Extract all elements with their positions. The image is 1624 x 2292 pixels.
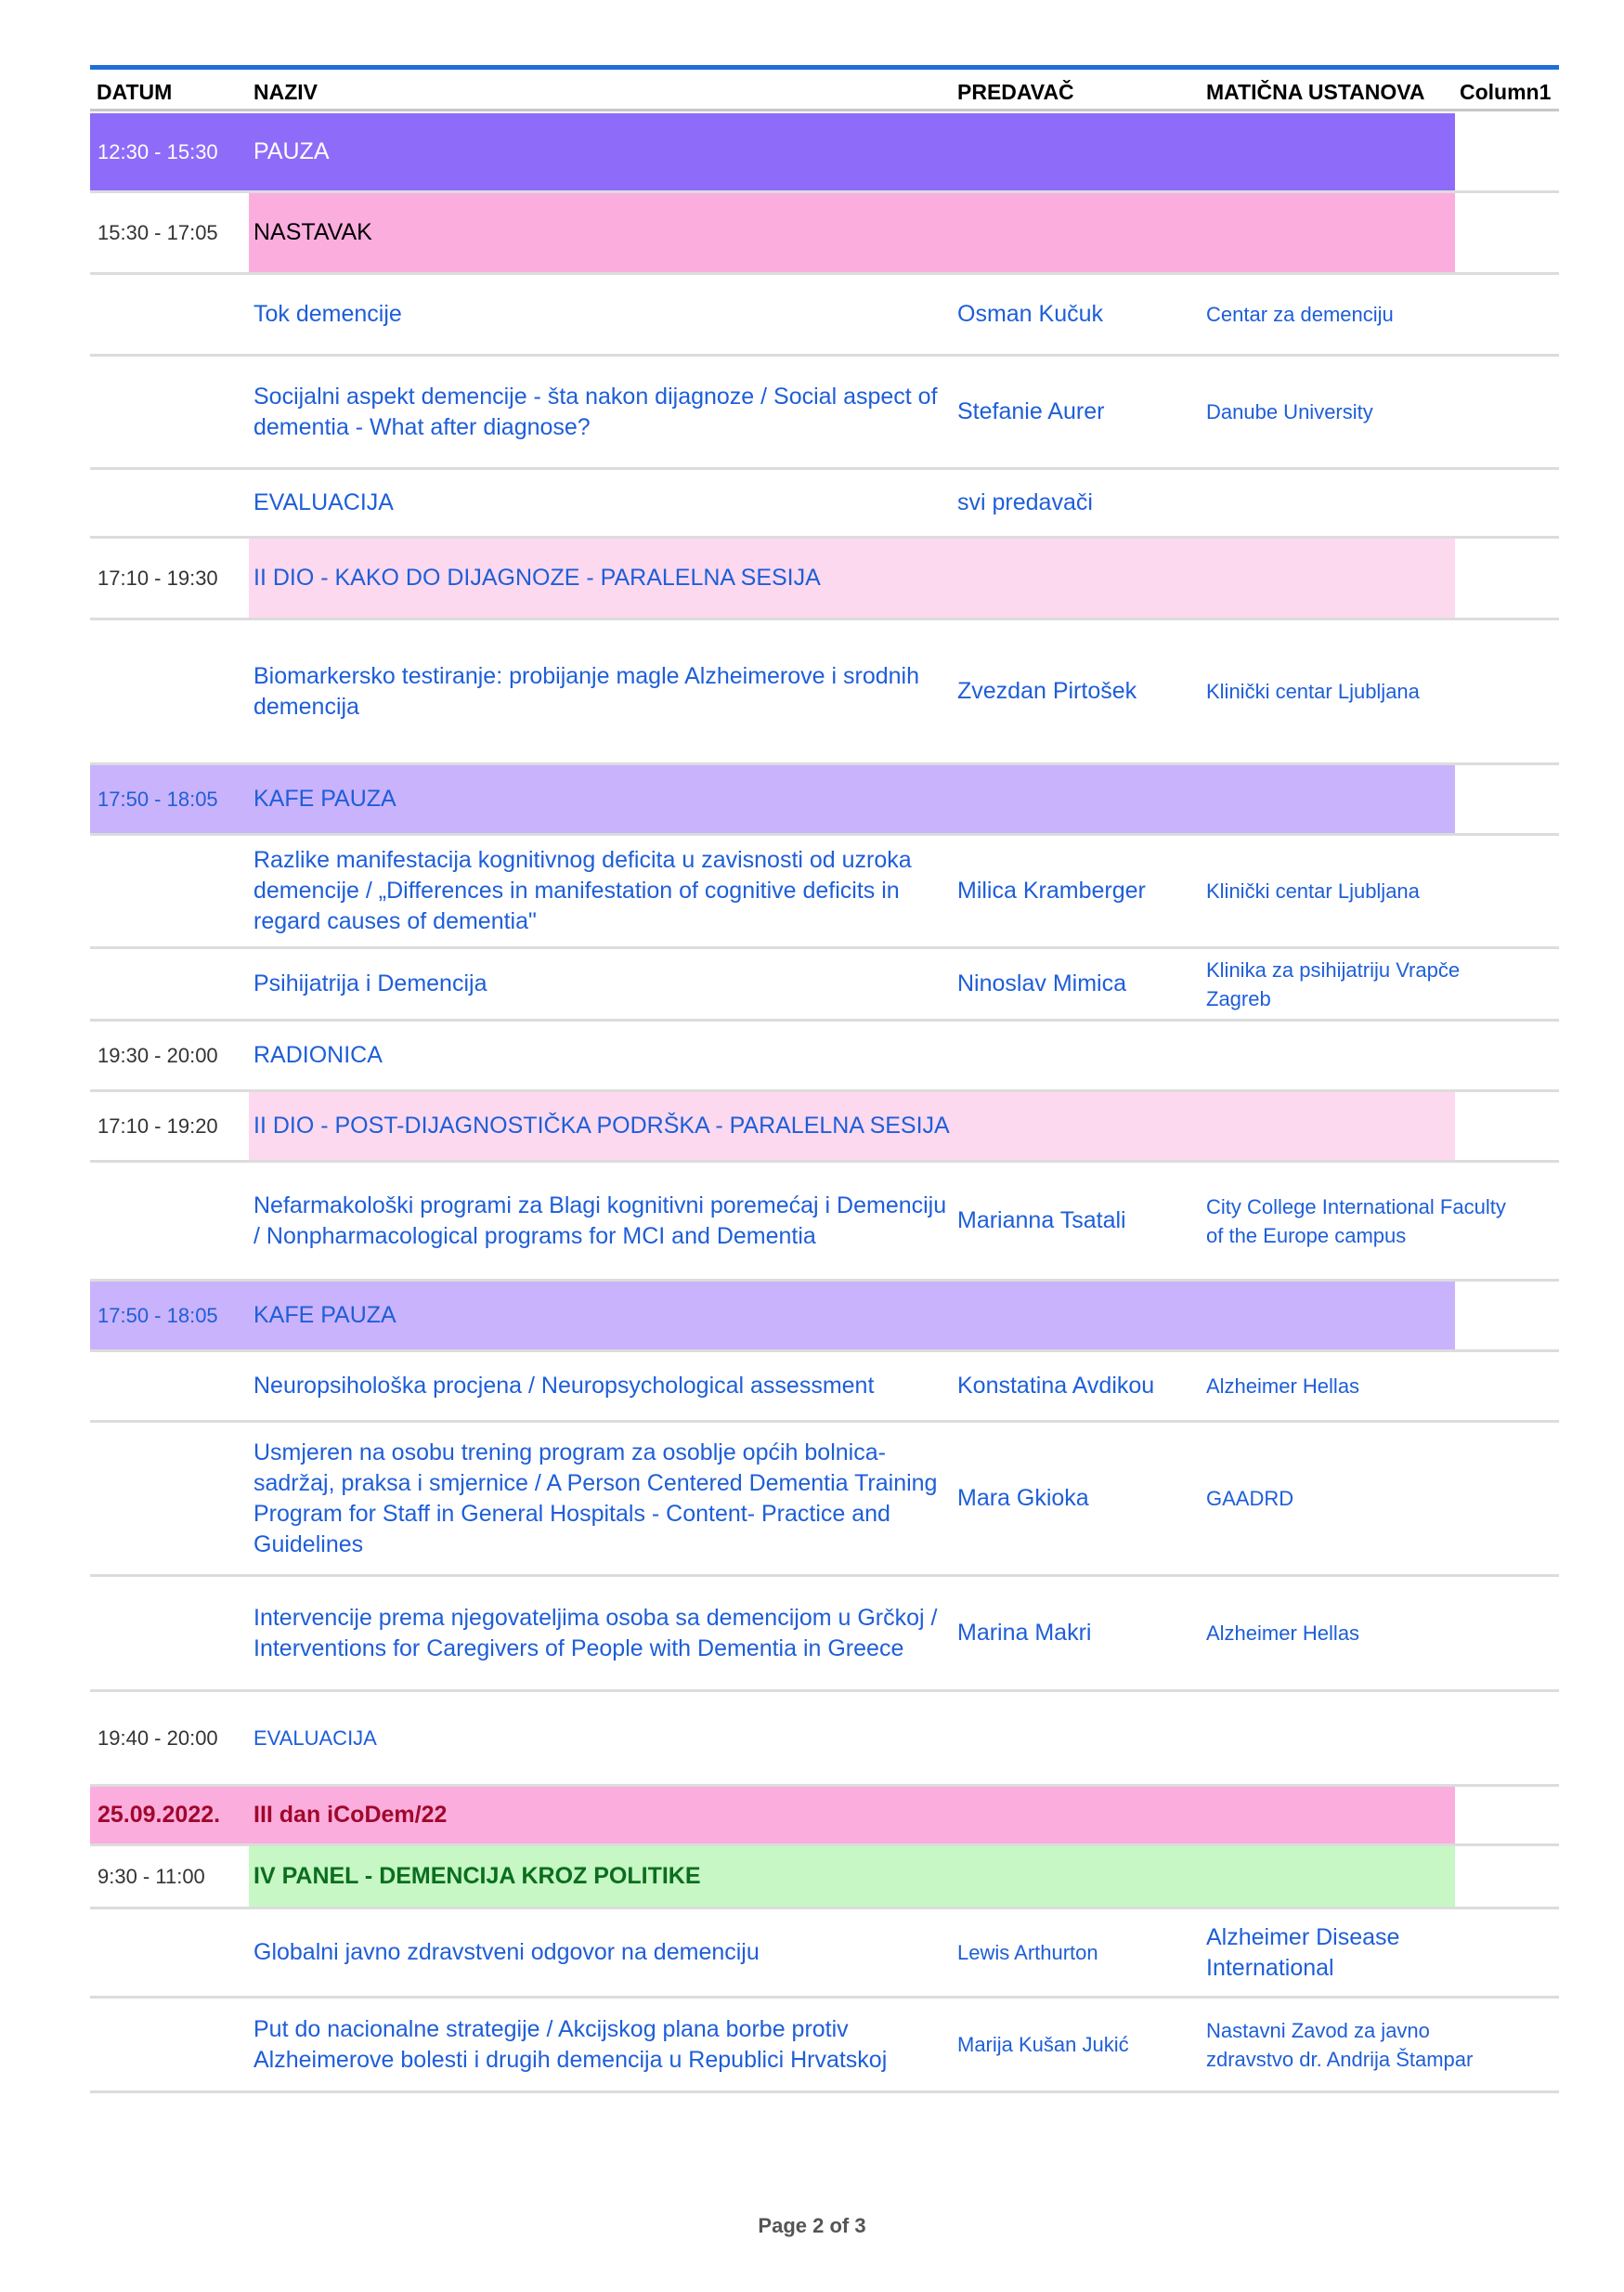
cell-maticna: Danube University [1206, 400, 1373, 423]
cell-naziv: EVALUACIJA [253, 489, 394, 515]
header-maticna-ustanova: MATIČNA USTANOVA [1206, 80, 1425, 104]
table-row [90, 1909, 1559, 1999]
cell-naziv: II DIO - POST-DIJAGNOSTIČKA PODRŠKA - PARALELNA SESIJA [253, 1113, 950, 1139]
table-row [90, 357, 1559, 470]
cell-naziv: Nefarmakološki programi za Blagi kognitivni poremećaj i Demenciju / Nonpharmacological programs for MCI and Dementia [253, 1192, 947, 1249]
table-row [90, 836, 1559, 949]
cell-predavac: svi predavači [957, 489, 1093, 515]
cell-naziv: EVALUACIJA [253, 1726, 377, 1750]
cell-maticna: Alzheimer Hellas [1206, 1621, 1360, 1645]
table-row [90, 193, 1559, 275]
cell-datum: 9:30 - 11:00 [97, 1864, 205, 1888]
cell-naziv: NASTAVAK [253, 219, 372, 245]
cell-predavac: Ninoslav Mimica [957, 970, 1126, 996]
table-row [90, 1282, 1559, 1352]
header-datum: DATUM [97, 80, 173, 104]
table-row [90, 1352, 1559, 1423]
cell-datum: 17:50 - 18:05 [97, 1303, 218, 1327]
cell-datum: 12:30 - 15:30 [97, 139, 218, 163]
cell-maticna: Klinika za psihijatriju Vrapče Zagreb [1206, 957, 1461, 1010]
cell-naziv: II DIO - KAKO DO DIJAGNOZE - PARALELNA SESIJA [253, 565, 821, 591]
cell-datum: 17:50 - 18:05 [97, 787, 218, 811]
cell-predavac: Zvezdan Pirtošek [957, 678, 1137, 704]
cell-datum: 25.09.2022. [97, 1802, 221, 1828]
cell-predavac: Lewis Arthurton [957, 1941, 1098, 1964]
cell-maticna: Klinički centar Ljubljana [1206, 680, 1420, 703]
cell-naziv: Tok demencije [253, 301, 402, 327]
cell-naziv: PAUZA [253, 138, 330, 164]
cell-predavac: Marija Kušan Jukić [957, 2033, 1129, 2056]
cell-naziv: RADIONICA [253, 1042, 383, 1068]
cell-maticna: Centar za demenciju [1206, 303, 1394, 326]
header-column1: Column1 [1460, 80, 1552, 104]
table-row [90, 949, 1559, 1022]
cell-maticna: Alzheimer Hellas [1206, 1374, 1360, 1398]
cell-naziv: Globalni javno zdravstveni odgovor na demenciju [253, 1939, 760, 1965]
cell-naziv: Usmjeren na osobu trening program za osoblje općih bolnica- sadržaj, praksa i smjernice / A Person Centered Dementia Training Program for Staff in General Hospitals - Content- Practice and Guidelines [253, 1439, 938, 1557]
table-row [90, 1787, 1559, 1846]
cell-maticna: Nastavni Zavod za javno zdravstvo dr. Andrija Štampar [1206, 2018, 1474, 2071]
cell-predavac: Konstatina Avdikou [957, 1373, 1155, 1399]
page-number: Page 2 of 3 [758, 2214, 866, 2237]
cell-predavac: Stefanie Aurer [957, 398, 1105, 424]
table-row [90, 113, 1559, 193]
cell-predavac: Marina Makri [957, 1620, 1092, 1646]
cell-naziv: Razlike manifestacija kognitivnog deficita u zavisnosti od uzroka demencije / „Differences in manifestation of cognitive deficits in regard causes of dementia" [253, 847, 912, 934]
cell-datum: 17:10 - 19:30 [97, 566, 218, 590]
table-row [90, 1092, 1559, 1163]
table-row [90, 1577, 1559, 1692]
cell-predavac: Milica Kramberger [957, 878, 1146, 904]
cell-maticna: Klinički centar Ljubljana [1206, 879, 1420, 903]
header-predavac: PREDAVAČ [957, 80, 1074, 104]
table-row [90, 1846, 1559, 1909]
cell-naziv: Neuropsihološka procjena / Neuropsychological assessment [253, 1373, 875, 1399]
cell-datum: 19:40 - 20:00 [97, 1726, 218, 1750]
table-row [90, 1999, 1559, 2093]
table-row [90, 275, 1559, 357]
cell-predavac: Mara Gkioka [957, 1485, 1089, 1511]
table-row [90, 1163, 1559, 1282]
cell-naziv: KAFE PAUZA [253, 786, 396, 812]
cell-maticna: Alzheimer Disease International [1206, 1923, 1400, 1981]
header-naziv: NAZIV [253, 80, 318, 104]
cell-maticna: GAADRD [1206, 1487, 1294, 1510]
cell-naziv: Intervencije prema njegovateljima osoba sa demencijom u Grčkoj / Interventions for Caregivers of People with Dementia in Greece [253, 1604, 938, 1661]
cell-naziv: Biomarkersko testiranje: probijanje magle Alzheimerove i srodnih demencija [253, 662, 920, 720]
table-row [90, 1692, 1559, 1787]
cell-naziv: III dan iCoDem/22 [253, 1802, 448, 1828]
table-row [90, 1022, 1559, 1092]
table-row [90, 1423, 1559, 1577]
cell-naziv: Socijalni aspekt demencije - šta nakon dijagnoze / Social aspect of dementia - What after diagnose? [253, 383, 938, 440]
cell-naziv: IV PANEL - DEMENCIJA KROZ POLITIKE [253, 1863, 701, 1889]
table-row [90, 470, 1559, 539]
table-row [90, 620, 1559, 765]
cell-naziv: Put do nacionalne strategije / Akcijskog plana borbe protiv Alzheimerove bolesti i drugih demencija u Republici Hrvatskoj [253, 2015, 888, 2073]
table-row [90, 539, 1559, 620]
cell-naziv: KAFE PAUZA [253, 1302, 396, 1328]
cell-datum: 19:30 - 20:00 [97, 1043, 218, 1067]
cell-naziv: Psihijatrija i Demencija [253, 970, 487, 996]
header-bottom-rule [90, 109, 1559, 111]
table-row [90, 765, 1559, 836]
cell-datum: 17:10 - 19:20 [97, 1113, 218, 1138]
cell-datum: 15:30 - 17:05 [97, 220, 218, 244]
cell-predavac: Marianna Tsatali [957, 1207, 1126, 1233]
cell-predavac: Osman Kučuk [957, 301, 1104, 327]
header-top-rule [90, 65, 1559, 70]
cell-maticna: City College International Faculty of the Europe campus [1206, 1194, 1506, 1247]
